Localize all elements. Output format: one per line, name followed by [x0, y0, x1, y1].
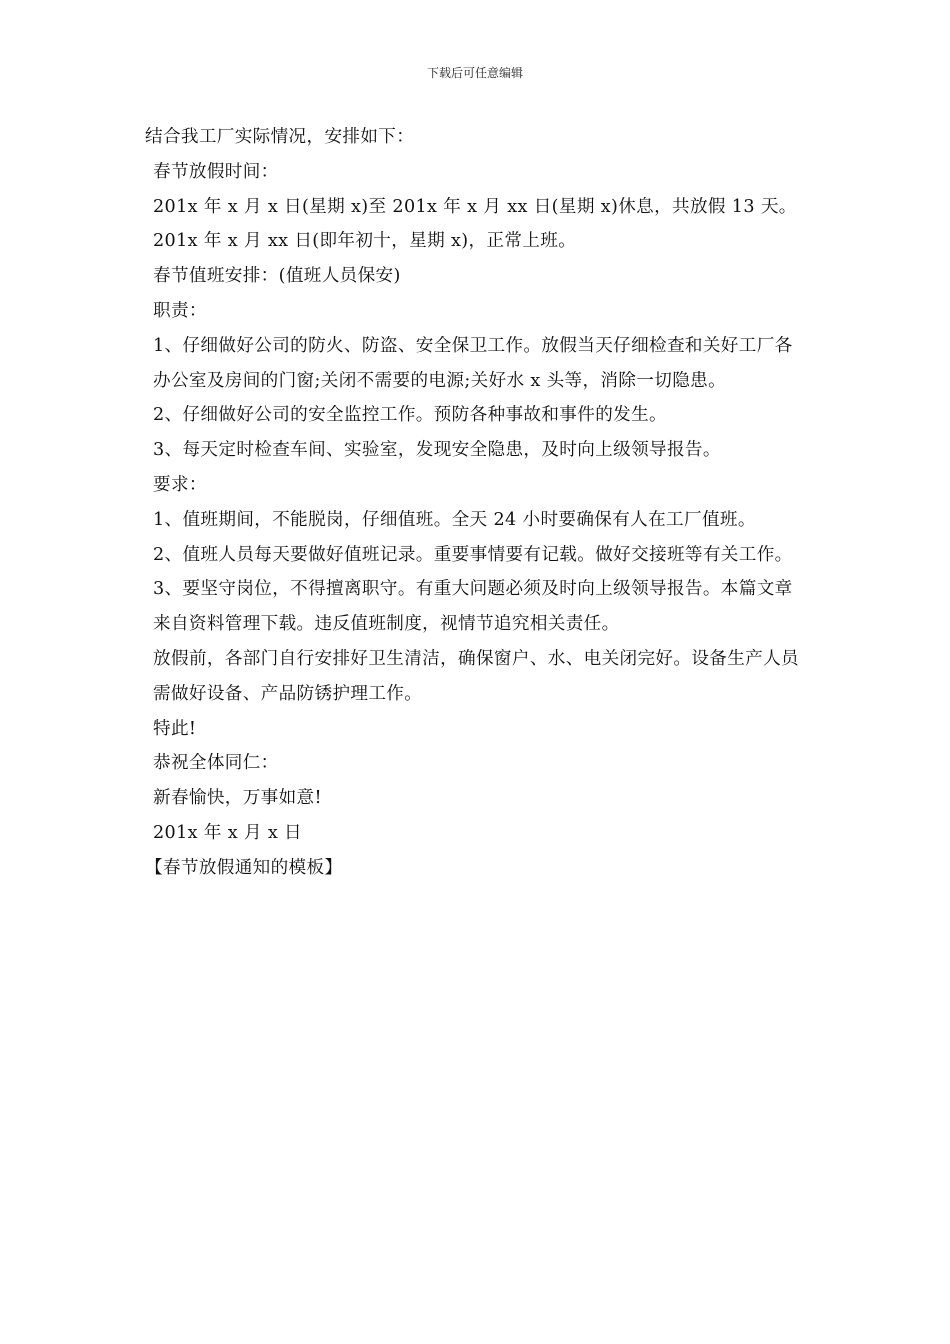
template-title: 【春节放假通知的模板】 — [145, 857, 343, 878]
responsibility-item-2: 2、仔细做好公司的安全监控工作。预防各种事故和事件的发生。 — [153, 405, 667, 426]
signature-date: 201x 年 x 月 x 日 — [153, 822, 302, 843]
return-to-work-paragraph: 201x 年 x 月 xx 日(即年初十，星期 x)，正常上班。 — [153, 231, 577, 252]
responsibility-item-1: 1、仔细做好公司的防火、防盗、安全保卫工作。放假当天仔细检查和关好工厂各办公室及房间的门窗;关闭不需要的电源;关好水 x 头等，消除一切隐患。 — [153, 335, 793, 391]
responsibility-item-3: 3、每天定时检查车间、实验室，发现安全隐患，及时向上级领导报告。 — [153, 440, 721, 461]
duty-arrangement-heading: 春节值班安排：(值班人员保安) — [153, 266, 401, 287]
greeting-line: 恭祝全体同仁： — [153, 753, 279, 774]
holiday-time-heading: 春节放假时间： — [153, 161, 279, 182]
intro-paragraph: 结合我工厂实际情况，安排如下： — [145, 127, 415, 147]
requirement-item-2: 2、值班人员每天要做好值班记录。重要事情要有记载。做好交接班等有关工作。 — [153, 544, 793, 565]
closing-notice: 特此! — [153, 718, 197, 739]
responsibilities-heading: 职责： — [153, 300, 207, 321]
requirement-item-3: 3、要坚守岗位，不得擅离职守。有重大问题必须及时向上级领导报告。本篇文章来自资料管理下载。违反值班制度，视情节追究相关责任。 — [153, 579, 793, 635]
document-body — [145, 120, 810, 886]
requirement-item-1: 1、值班期间，不能脱岗，仔细值班。全天 24 小时要确保有人在工厂值班。 — [153, 509, 756, 530]
pre-holiday-paragraph: 放假前，各部门自行安排好卫生清洁，确保窗户、水、电关闭完好。设备生产人员需做好设备、产品防锈护理工作。 — [153, 648, 799, 704]
wishes-line: 新春愉快，万事如意! — [153, 788, 322, 809]
requirements-heading: 要求： — [153, 474, 207, 495]
holiday-period-paragraph: 201x 年 x 月 x 日(星期 x)至 201x 年 x 月 xx 日(星期 x)休息，共放假 13 天。 — [153, 196, 797, 217]
page-header-note: 下载后可任意编辑 — [426, 66, 523, 80]
